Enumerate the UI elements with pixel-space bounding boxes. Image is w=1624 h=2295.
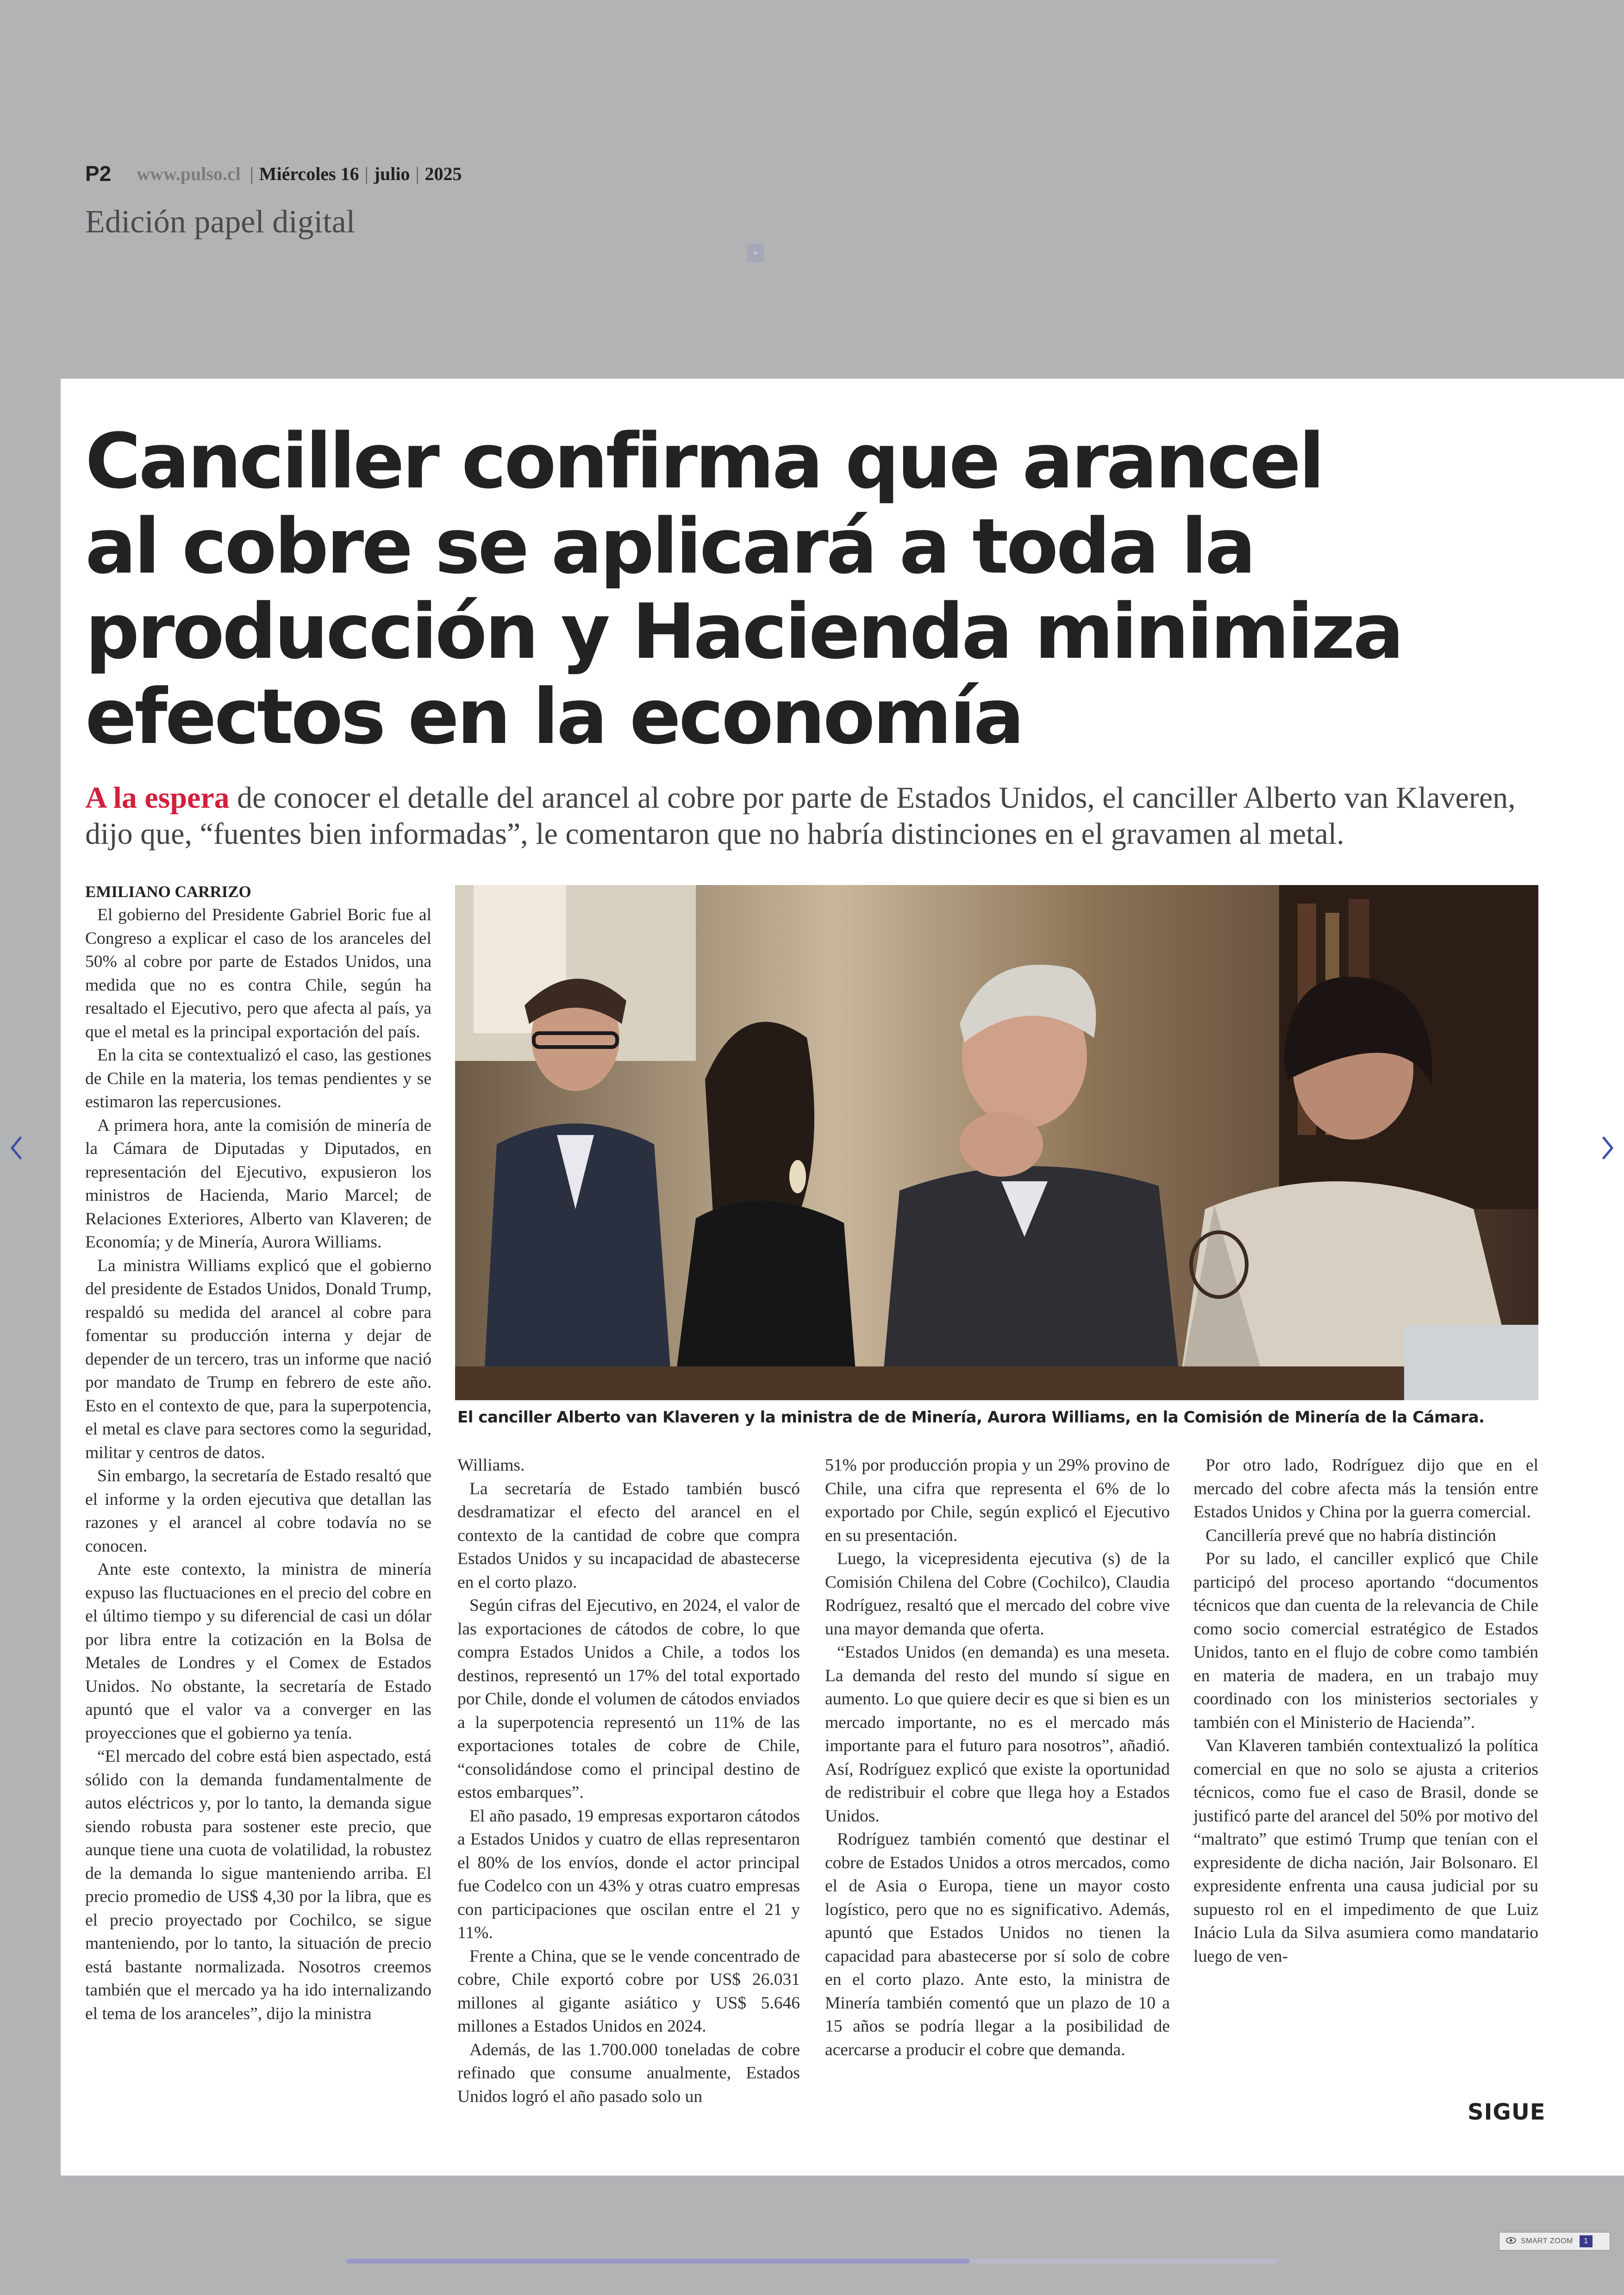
paragraph: Williams. [457, 1456, 525, 1475]
article-headline [85, 419, 1428, 760]
eye-icon [1506, 2237, 1516, 2246]
paragraph: En la cita se contextualizó el caso, las gestiones de Chile en la materia, los temas pendientes y se estimaron las repercusiones. [85, 1046, 431, 1111]
paragraph: El gobierno del Presidente Gabriel Boric fue al Congreso a explicar el caso de los aranceles del 50% al cobre por parte de Estados Unidos, una medida que no es contra Chile, según ha resaltado el Ejecutivo, pero que afecta al país, ya que el metal es la principal exportación del país. [85, 905, 431, 1041]
header-day: Miércoles 16 [259, 163, 359, 184]
paragraph: A primera hora, ante la comisión de minería de la Cámara de Diputadas y Diputados, en representación del Ejecutivo, expusieron los ministros de Hacienda, Mario Marcel; de Relaciones Exteriores, Alberto van Klaveren; de Economía; y de Minería, Aurora Williams. [85, 1116, 431, 1252]
lede-text: de conocer el detalle del arancel al cobre por parte de Estados Unidos, el canciller Alberto van Klaveren, dijo que, “fuentes bien informadas”, le comentaron que no habría distinciones en el gravamen al metal. [85, 781, 1516, 851]
article-photo [455, 885, 1538, 1400]
photo-caption: El canciller Alberto van Klaveren y la ministra de de Minería, Aurora Williams, en la Comisión de Minería de la Cámara. [457, 1408, 1485, 1427]
chevron-left-icon [6, 1129, 25, 1166]
paragraph: Van Klaveren también contextualizó la política comercial en que no solo se ajusta a criterios técnicos, como fue el caso de Brasil, donde se justificó parte del arancel del 50% por motivo del “maltrato” que estimó Trump que tenían con el expresidente de dicha nación, Jair Bolsonaro. El expresidente enfrenta una causa judicial por su supuesto rol en el impedimento de que Luiz Inácio Lula da Silva asumiera como mandatario luego de ven- [1193, 1736, 1538, 1966]
paragraph: Por su lado, el canciller explicó que Chile participó del proceso aportando “documentos técnicos que dan cuenta de la relevancia de Chile como socio comercial estratégico de Estados Unidos, tanto en el flujo de cobre como también en materia de madera, en un trabajo muy coordinado con los ministerios sectoriales y también con el Ministerio de Hacienda”. [1193, 1549, 1538, 1732]
page-progress-fill [346, 2259, 970, 2264]
paragraph: Además, de las 1.700.000 toneladas de cobre refinado que consume anualmente, Estados Unidos logró el año pasado solo un [457, 2040, 800, 2106]
page-header [85, 157, 462, 190]
separator: | [250, 163, 254, 184]
zoom-level-badge: 1 [1580, 2235, 1593, 2247]
separator: | [415, 163, 419, 184]
smart-zoom-button[interactable] [1499, 2232, 1610, 2251]
next-page-button[interactable] [1599, 1129, 1618, 1166]
paragraph: “El mercado del cobre está bien aspectado, está sólido con la demanda fundamentalmente de autos eléctricos y, por lo tanto, la demanda sigue siendo robusta para sostener este precio, que aunque tiene una cuota de volatilidad, la robustez de la demanda lo sigue manteniendo arriba. El precio promedio de US$ 4,30 por la libra, que es el precio proyectado por Cochilco, se sigue manteniendo, por lo tanto, la situación de precio está bastante normalizada. Nosotros creemos también que el mercado ya ha ido internalizando el tema de los aranceles”, dijo la ministra [85, 1747, 431, 2023]
headline-line: producción y Hacienda minimiza [85, 587, 1402, 676]
paragraph: Según cifras del Ejecutivo, en 2024, el valor de las exportaciones de cátodos de cobre, lo que compra Estados Unidos a Chile, a todos los destinos, representó un 17% del total exportado por Chile, donde el volumen de cátodos enviados a la superpotencia representó un 11% de las exportaciones totales de cobre de Chile, “consolidándose como el principal destino de estos embarques”. [457, 1596, 800, 1802]
article-column-3 [825, 1454, 1170, 2062]
paragraph: Sin embargo, la secretaría de Estado resaltó que el informe y la orden ejecutiva que detallan las razones y el arancel al cobre todavía no se conocen. [85, 1466, 431, 1556]
article-lede [85, 780, 1548, 852]
page-marker-icon[interactable]: ▫ [747, 244, 764, 262]
paragraph: 51% por producción propia y un 29% provino de Chile, una cifra que representa el 6% de lo exportado por Chile, según explicó el Ejecutivo en su presentación. [825, 1456, 1170, 1545]
lede-kicker: A la espera [85, 781, 230, 815]
paragraph: Luego, la vicepresidenta ejecutiva (s) de la Comisión Chilena del Cobre (Cochilco), Claudia Rodríguez, resaltó que el mercado del cobre vive una mayor demanda que oferta. [825, 1549, 1170, 1639]
smart-zoom-label: SMART ZOOM [1521, 2237, 1573, 2245]
page-number: P2 [85, 162, 112, 186]
paragraph: “Estados Unidos (en demanda) es una meseta. La demanda del resto del mundo sí sigue en aumento. Lo que quiere decir es que si bien es un mercado importante, no es el mercado más importante para el futuro para nosotros”, añadió. Así, Rodríguez explicó que existe la oportunidad de redistribuir el cobre que llega hoy a Estados Unidos. [825, 1643, 1170, 1826]
article-column-1 [85, 880, 431, 2026]
headline-line: efectos en la economía [85, 673, 1023, 761]
separator: | [364, 163, 369, 184]
paragraph: La ministra Williams explicó que el gobierno del presidente de Estados Unidos, Donald Trump, respaldó su medida del arancel al cobre para fomentar su producción interna y dejar de depender de un tercero, tras un informe que nació por mandato de Trump en febrero de este año. Esto en el contexto de que, para la superpotencia, el metal es clave para sectores como la seguridad, militar y centros de datos. [85, 1256, 431, 1462]
continued-label: SIGUE [1468, 2099, 1546, 2125]
previous-page-button[interactable] [6, 1129, 25, 1166]
header-year: 2025 [425, 163, 462, 184]
article-column-2 [457, 1454, 800, 2108]
paragraph: Ante este contexto, la ministra de minería expuso las fluctuaciones en el precio del cobre en el último tiempo y su diferencial de casi un dólar por libra entre la cotización en la Bolsa de Metales de Londres y el Comex de Estados Unidos. No obstante, la secretaría de Estado apuntó que el valor va a converger en las proyecciones que el gobierno ya tenía. [85, 1560, 431, 1743]
headline-line: Canciller confirma que arancel [85, 417, 1323, 505]
headline-line: al cobre se aplicará a toda la [85, 502, 1254, 591]
header-month: julio [374, 163, 410, 184]
article-column-4 [1193, 1454, 1538, 1968]
section-subhead: Cancillería prevé que no habría distinción [1206, 1526, 1496, 1545]
paragraph: Rodríguez también comentó que destinar el cobre de Estados Unidos a otros mercados, como el de Asia o Europa, tiene un mayor costo logístico, pero que no es significativo. Además, apuntó que Estados Unidos no tienen la capacidad para abastecerse por sí solo de cobre en el corto plazo. Ante esto, la ministra de Minería también comentó que un plazo de 10 a 15 años se podría llegar a la posibilidad de acercarse a producir el cobre que demanda. [825, 1830, 1170, 2059]
paragraph: Frente a China, que se le vende concentrado de cobre, Chile exportó cobre por US$ 26.031 millones al gigante asiático y US$ 5.646 millones a Estados Unidos en 2024. [457, 1946, 800, 2036]
edition-label: Edición papel digital [85, 204, 356, 240]
paragraph: Por otro lado, Rodríguez dijo que en el mercado del cobre afecta más la tensión entre Estados Unidos y China por la guerra comercial. [1193, 1456, 1538, 1522]
byline: EMILIANO CARRIZO [85, 883, 251, 901]
site-url: www.pulso.cl [137, 163, 241, 184]
paragraph: El año pasado, 19 empresas exportaron cátodos a Estados Unidos y cuatro de ellas representaron el 80% de los envíos, donde el actor principal fue Codelco con un 43% y otras cuatro empresas con participaciones que oscilan entre el 21 y 11%. [457, 1806, 800, 1942]
chevron-right-icon [1599, 1129, 1618, 1166]
paragraph: La secretaría de Estado también buscó desdramatizar el efecto del arancel en el contexto de la cantidad de cobre que compra Estados Unidos y su incapacidad de abastecerse en el corto plazo. [457, 1479, 800, 1592]
